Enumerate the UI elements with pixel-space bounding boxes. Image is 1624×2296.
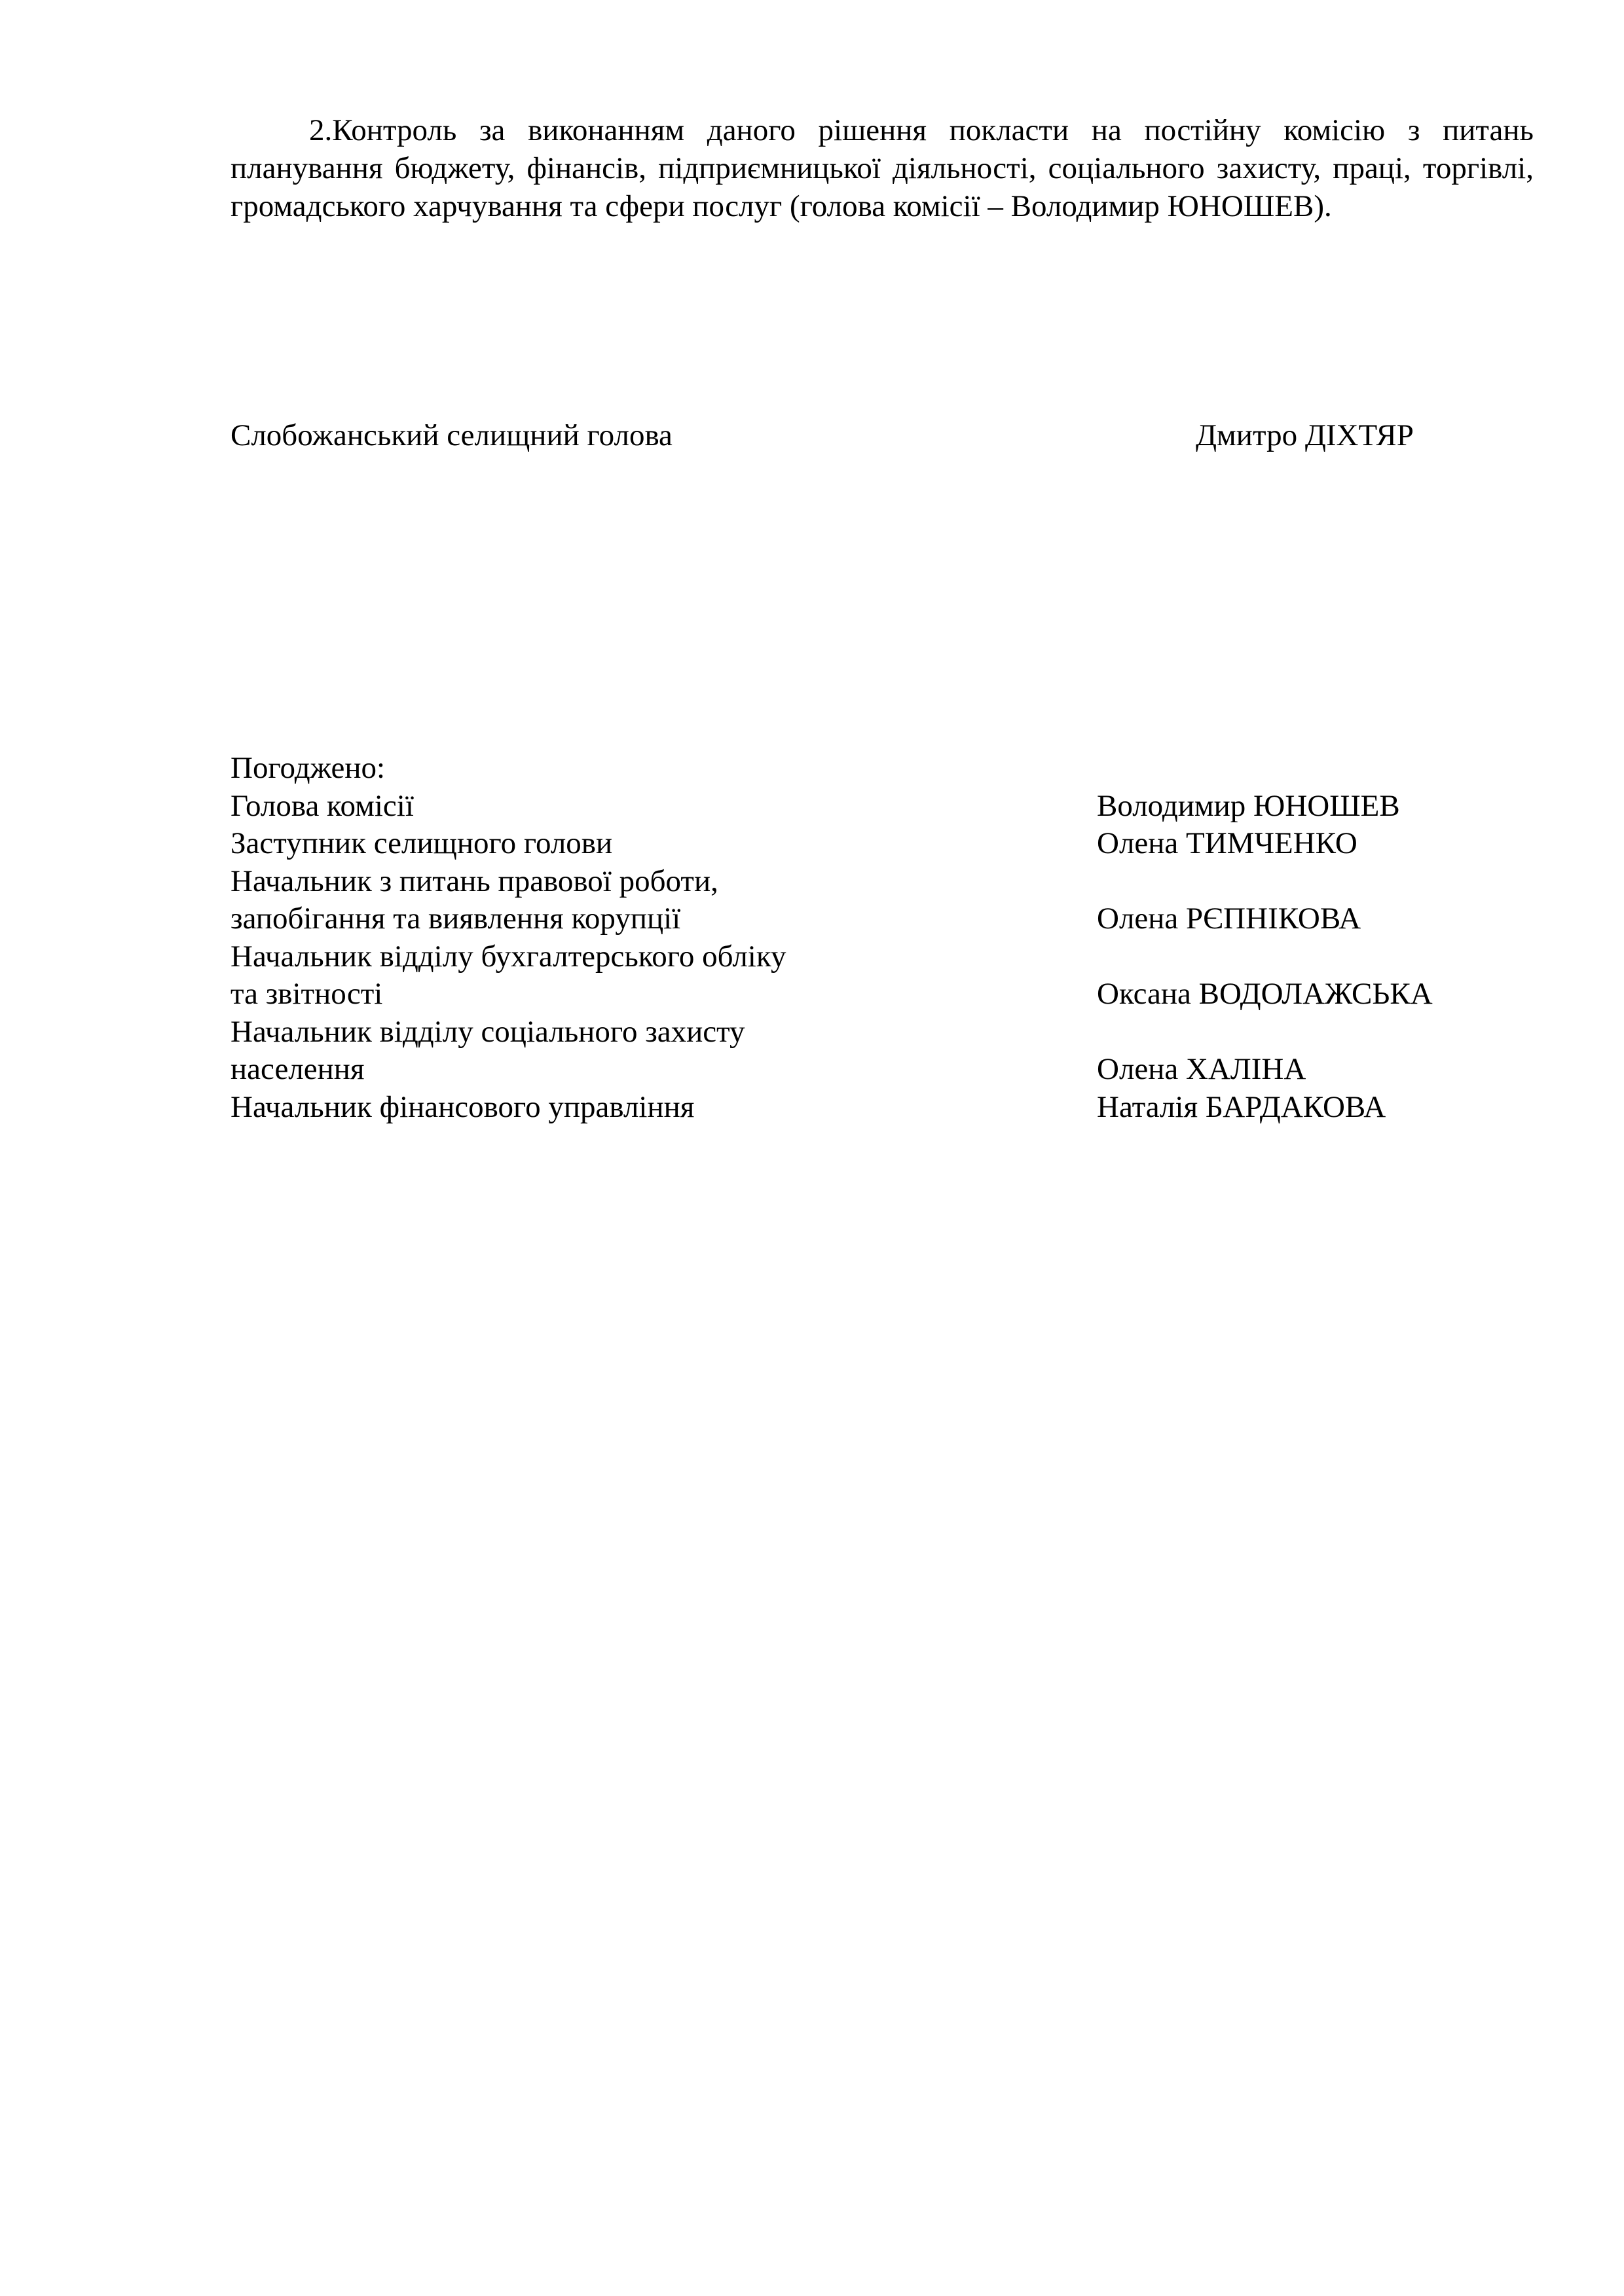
approval-block xyxy=(231,750,1534,1126)
approval-row xyxy=(231,788,1534,826)
approval-heading: Погоджено: xyxy=(231,751,386,785)
approval-row xyxy=(231,825,1534,863)
signature-title: Слобожанський селищний голова xyxy=(231,418,673,452)
approval-position-line: Заступник селищного голови xyxy=(231,826,613,860)
approval-name: Володимир ЮНОШЕВ xyxy=(1097,788,1400,823)
approval-row xyxy=(231,1089,1534,1127)
approval-position-line: запобігання та виявлення корупції xyxy=(231,902,681,936)
paragraph-number: 2. xyxy=(309,113,333,147)
approval-position xyxy=(231,825,1097,863)
approval-position-line: Начальник з питань правової роботи, xyxy=(231,864,718,898)
approval-name: Олена ТИМЧЕНКО xyxy=(1097,826,1357,860)
approval-name: Оксана ВОДОЛАЖСЬКА xyxy=(1097,977,1433,1011)
approval-position-line: Голова комісії xyxy=(231,788,414,823)
approval-position-line: Начальник відділу бухгалтерського обліку xyxy=(231,939,786,974)
decision-paragraph xyxy=(231,111,1534,225)
approval-row xyxy=(231,938,1534,1013)
approval-position-line: населення xyxy=(231,1052,365,1086)
approval-position-line: Начальник фінансового управління xyxy=(231,1089,695,1124)
approval-name: Олена РЄПНІКОВА xyxy=(1097,902,1361,936)
paragraph-text: Контроль за виконанням даного рішення покласти на постійну комісію з питань планування бюджету, фінансів, підприємницької діяльності, соціального захисту, праці, торгівлі, громадського харчування та сфери послуг (голова комісії – Володимир ЮНОШЕВ). xyxy=(231,113,1534,223)
approval-position xyxy=(231,788,1097,826)
approval-name: Олена ХАЛІНА xyxy=(1097,1052,1306,1086)
approval-row xyxy=(231,863,1534,938)
approval-position xyxy=(231,938,1097,1013)
approval-position xyxy=(231,1013,1097,1089)
approval-row xyxy=(231,1013,1534,1089)
signature-name: Дмитро ДІХТЯР xyxy=(1196,418,1414,452)
approval-position xyxy=(231,863,1097,938)
approval-position-line: та звітності xyxy=(231,977,383,1011)
approval-name: Наталія БАРДАКОВА xyxy=(1097,1089,1386,1124)
approval-position-line: Начальник відділу соціального захисту xyxy=(231,1014,745,1049)
approval-position xyxy=(231,1089,1097,1127)
